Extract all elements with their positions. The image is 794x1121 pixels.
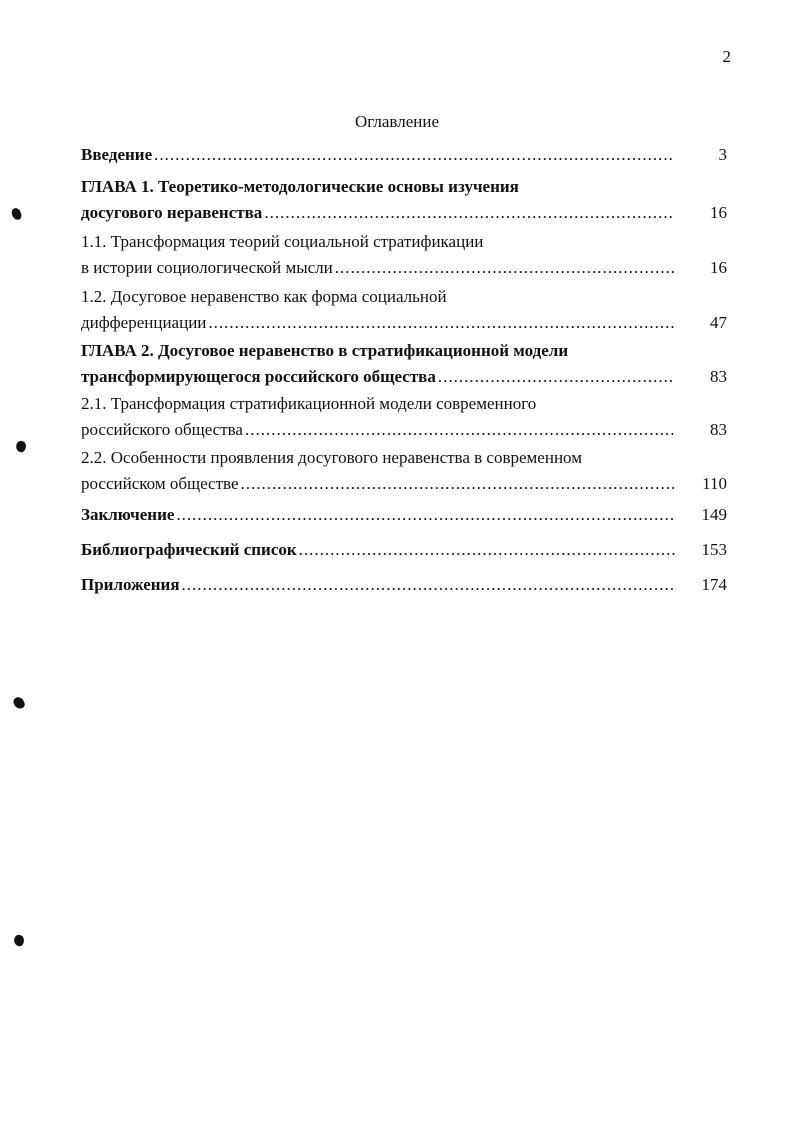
toc-entry-introduction[interactable] [81, 142, 727, 168]
toc-entry-title-line-1: 1.2. Досуговое неравенство как форма социальной [81, 287, 447, 306]
toc-page-number: 16 [710, 258, 727, 277]
toc-page-number: 153 [701, 540, 727, 559]
dot-leader [208, 310, 675, 336]
toc-entry-chapter-1[interactable] [81, 174, 727, 226]
toc-page-number: 3 [718, 145, 727, 164]
toc-entry-title-line-1: ГЛАВА 1. Теоретико-методологические основы изучения [81, 177, 519, 196]
dot-leader [154, 142, 675, 168]
toc-entry-title-line-1: 2.2. Особенности проявления досугового неравенства в современном [81, 448, 582, 467]
dot-leader [241, 471, 676, 497]
toc-entry-appendices[interactable] [81, 572, 727, 598]
dot-leader [299, 537, 675, 563]
toc-entry-title: Приложения [81, 575, 180, 594]
toc-title: Оглавление [355, 112, 439, 131]
toc-page-number: 149 [701, 505, 727, 524]
toc-entry-title-line-2: российского общества [81, 420, 243, 439]
dot-leader [245, 417, 675, 443]
dot-leader [182, 572, 675, 598]
toc-entry-title-line-2: дифференциации [81, 313, 207, 332]
toc-entry-section-2-1[interactable] [81, 391, 727, 443]
page-number: 2 [722, 47, 731, 66]
dot-leader [176, 502, 675, 528]
toc-entry-title-line-2: российском обществе [81, 474, 239, 493]
toc-entry-chapter-2[interactable] [81, 338, 727, 390]
toc-entry-bibliography[interactable] [81, 537, 727, 563]
toc-entry-title-line-1: 1.1. Трансформация теорий социальной стратификации [81, 232, 484, 251]
toc-entry-title-line-2: в истории социологической мысли [81, 258, 333, 277]
toc-entry-title-line-2: досугового неравенства [81, 203, 263, 222]
toc-page-number: 110 [702, 474, 727, 493]
toc-entry-title: Библиографический список [81, 540, 297, 559]
toc-page-number: 83 [710, 367, 727, 386]
toc-entry-title-line-1: ГЛАВА 2. Досуговое неравенство в стратификационной модели [81, 341, 569, 360]
toc-page-number: 83 [710, 420, 727, 439]
toc-entry-section-2-2[interactable] [81, 445, 727, 497]
toc-entry-conclusion[interactable] [81, 502, 727, 528]
dot-leader [335, 255, 675, 281]
toc-entry-section-1-2[interactable] [81, 284, 727, 336]
toc-page-number: 47 [710, 313, 727, 332]
toc-entry-title-line-1: 2.1. Трансформация стратификационной модели современного [81, 394, 537, 413]
toc-entry-title: Введение [81, 145, 153, 164]
toc-entry-title-line-2: трансформирующегося российского общества [81, 367, 436, 386]
dot-leader [438, 364, 675, 390]
dot-leader [264, 200, 675, 226]
toc-entry-section-1-1[interactable] [81, 229, 727, 281]
toc-page-number: 16 [710, 203, 727, 222]
toc-page-number: 174 [701, 575, 727, 594]
toc-entry-title: Заключение [81, 505, 175, 524]
